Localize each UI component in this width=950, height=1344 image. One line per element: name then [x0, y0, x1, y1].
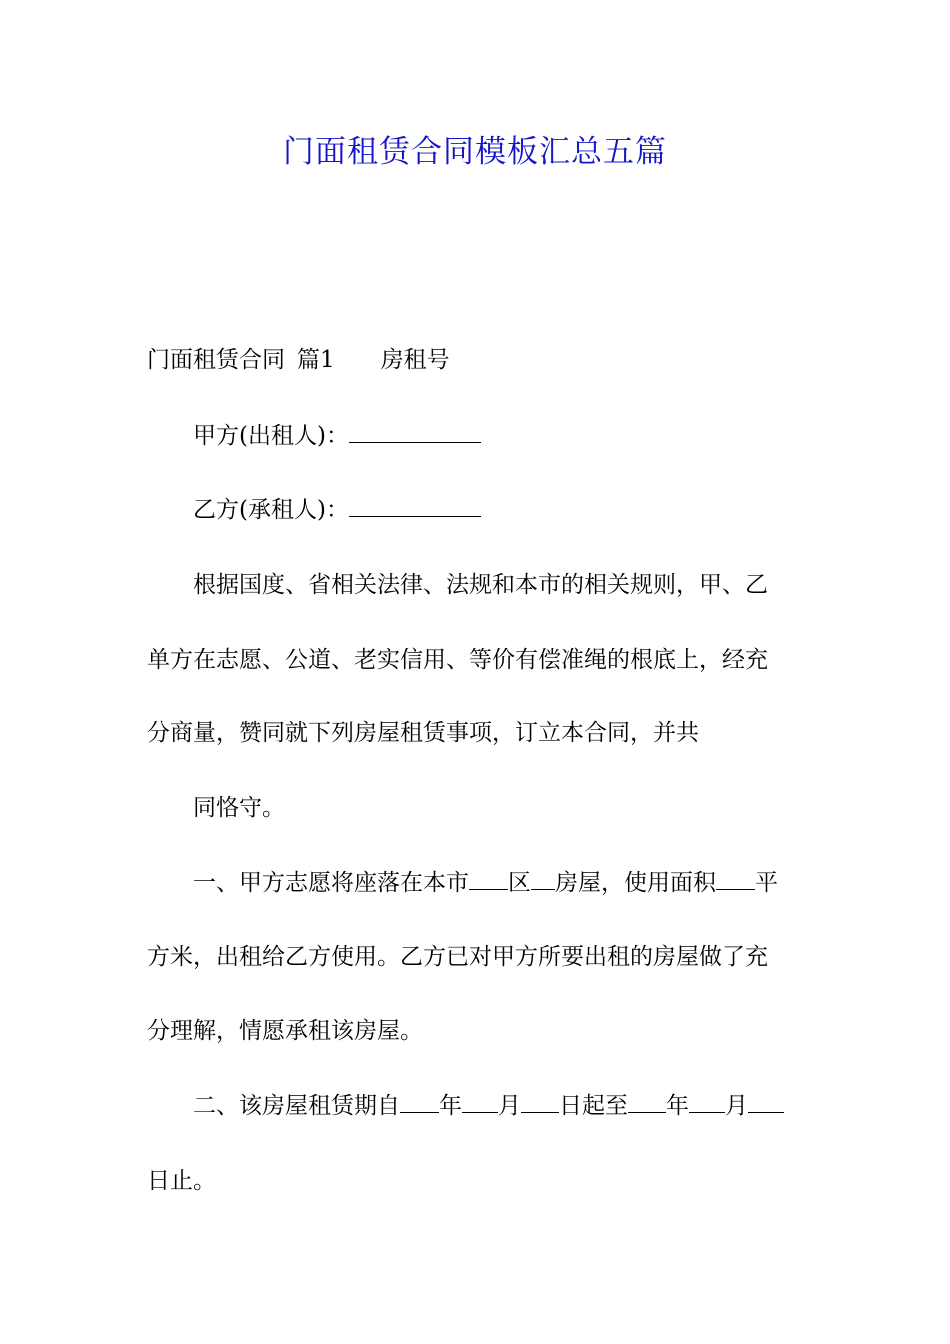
clause1-line-1	[193, 867, 778, 899]
clause2-line-2: 日止。	[147, 1168, 216, 1194]
party-a-blank	[349, 420, 481, 443]
start-month-blank	[462, 1090, 498, 1113]
clause1-line-3: 分理解，情愿承租该房屋。	[147, 1018, 423, 1044]
intro-line-2: 单方在志愿、公道、老实信用、等价有偿准绳的根底上，经充	[147, 647, 768, 673]
section-heading	[147, 344, 450, 376]
section-heading-name: 门面租赁合同	[147, 347, 285, 373]
clause2-text-5: 年	[666, 1093, 689, 1119]
clause2-text-2: 年	[439, 1093, 462, 1119]
intro-line-3: 分商量，赞同就下列房屋租赁事项，订立本合同，并共	[147, 720, 699, 746]
clause1-text-1: 一、甲方志愿将座落在本市	[193, 870, 469, 896]
area-blank	[716, 867, 755, 890]
start-day-blank	[521, 1090, 559, 1113]
clause1-line-2: 方米，出租给乙方使用。乙方已对甲方所要出租的房屋做了充	[147, 944, 768, 970]
clause1-text-2: 区	[508, 870, 531, 896]
clause2-text-4: 日起至	[559, 1093, 628, 1119]
end-year-blank	[628, 1090, 666, 1113]
clause1-text-3: 房屋，使用面积	[555, 870, 716, 896]
end-month-blank	[689, 1090, 725, 1113]
district-blank	[469, 867, 508, 890]
clause2-text-3: 月	[498, 1093, 521, 1119]
house-blank	[531, 867, 555, 890]
start-year-blank	[400, 1090, 439, 1113]
intro-line-4: 同恪守。	[193, 795, 285, 821]
party-b-label: 乙方(承租人)：	[193, 497, 349, 523]
party-a-line	[193, 420, 481, 452]
end-day-blank	[748, 1090, 784, 1113]
intro-line-1: 根据国度、省相关法律、法规和本市的相关规则，甲、乙	[193, 572, 768, 598]
party-b-line	[193, 494, 481, 526]
party-b-blank	[349, 494, 481, 517]
section-heading-part: 篇1	[297, 347, 335, 373]
clause1-text-4: 平	[755, 870, 778, 896]
document-title: 门面租赁合同模板汇总五篇	[283, 134, 667, 170]
clause2-text-6: 月	[725, 1093, 748, 1119]
party-a-label: 甲方(出租人)：	[193, 423, 349, 449]
section-heading-label: 房租号	[380, 347, 450, 373]
clause2-line-1	[193, 1090, 784, 1122]
clause2-text-1: 二、该房屋租赁期自	[193, 1093, 400, 1119]
